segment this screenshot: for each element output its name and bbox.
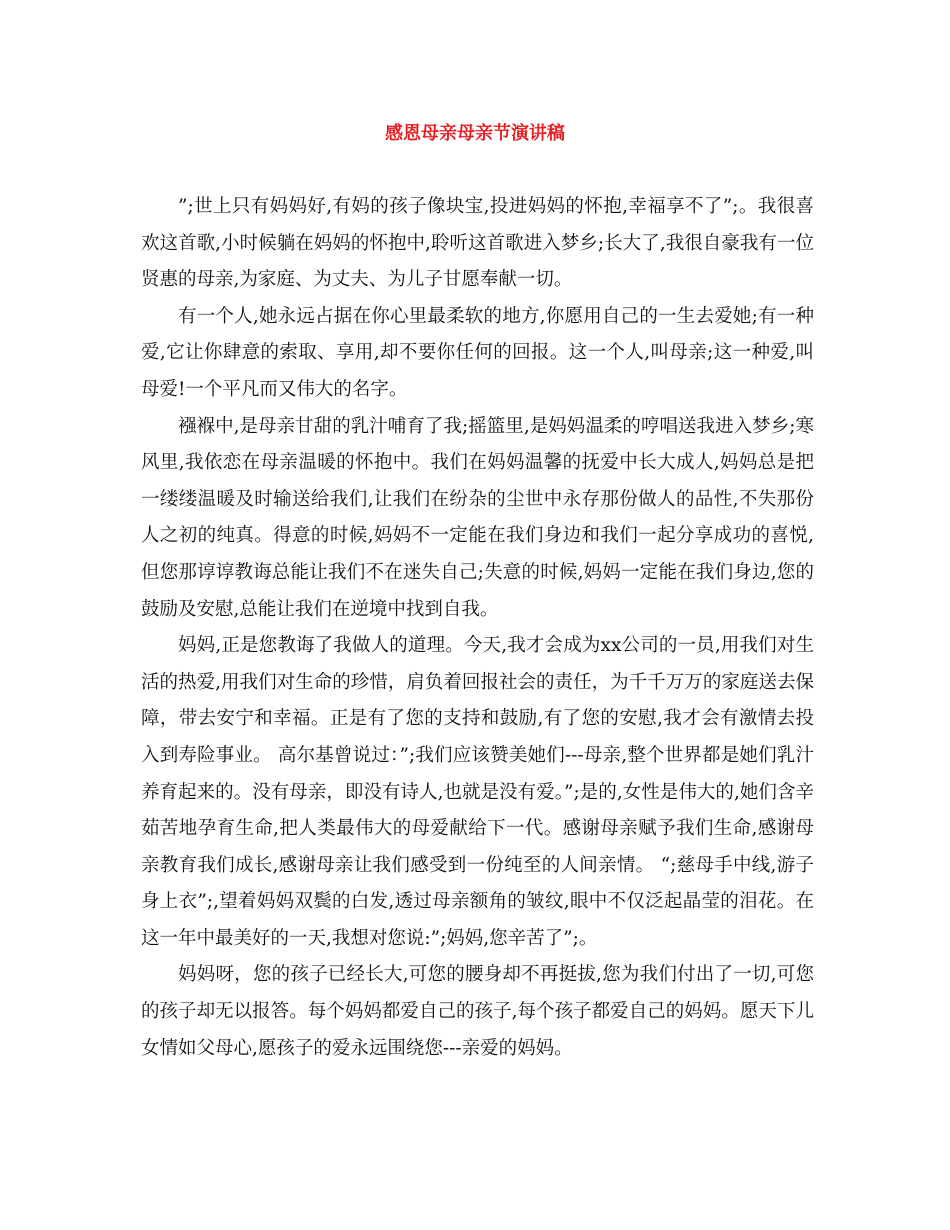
paragraph-3: 襁褓中,是母亲甘甜的乳汁哺育了我;摇篮里,是妈妈温柔的哼唱送我进入梦乡;寒风里,我依恋在母亲温暖的怀抱中。我们在妈妈温馨的抚爱中长大成人,妈妈总是把一缕缕温暖及时输送给我们,让我们在纷杂的尘世中永存那份做人的品性,不失那份人之初的纯真。得意的时候,妈妈不一定能在我们身边和我们一起分享成功的喜悦,但您那谆谆教诲总能让我们不在迷失自己;失意的时候,妈妈一定能在我们身边,您的鼓励及安慰,总能让我们在逆境中找到自我。 (141, 415, 814, 620)
paragraph-5: 妈妈呀，您的孩子已经长大,可您的腰身却不再挺拔,您为我们付出了一切,可您的孩子却无以报答。每个妈妈都爱自己的孩子,每个孩子都爱自己的妈妈。愿天下儿女情如父母心,愿孩子的爱永远围绕您---亲爱的妈妈。 (141, 964, 814, 1059)
document-body (141, 189, 814, 1067)
document-title: 感恩母亲母亲节演讲稿 (385, 123, 565, 144)
paragraph-4: 妈妈,正是您教诲了我做人的道理。今天,我才会成为xx公司的一员,用我们对生活的热爱,用我们对生命的珍惜，肩负着回报社会的责任，为千千万万的家庭送去保障，带去安宁和幸福。正是有了您的支持和鼓励,有了您的安慰,我才会有激情去投入到寿险事业。 高尔基曾说过：”;我们应该赞美她们---母亲,整个世界都是她们乳汁养育起来的。没有母亲，即没有诗人,也就是没有爱。”;是的,女性是伟大的,她们含辛茹苦地孕育生命,把人类最伟大的母爱献给下一代。感谢母亲赋予我们生命,感谢母亲教育我们成长,感谢母亲让我们感受到一份纯至的人间亲情。 “;慈母手中线,游子身上衣”;,望着妈妈双鬓的白发,透过母亲额角的皱纹,眼中不仅泛起晶莹的泪花。在这一年中最美好的一天,我想对您说:”;妈妈,您辛苦了”;。 (141, 635, 814, 949)
paragraph-1: ”;世上只有妈妈好,有妈的孩子像块宝,投进妈妈的怀抱,幸福享不了”;。我很喜欢这首歌,小时候躺在妈妈的怀抱中,聆听这首歌进入梦乡;长大了,我很自豪我有一位贤惠的母亲,为家庭、为丈夫、为儿子甘愿奉献一切。 (141, 196, 814, 291)
paragraph-2: 有一个人,她永远占据在你心里最柔软的地方,你愿用自己的一生去爱她;有一种爱,它让你肆意的索取、享用,却不要你任何的回报。这一个人,叫母亲;这一种爱,叫母爱!一个平凡而又伟大的名字。 (141, 305, 814, 400)
